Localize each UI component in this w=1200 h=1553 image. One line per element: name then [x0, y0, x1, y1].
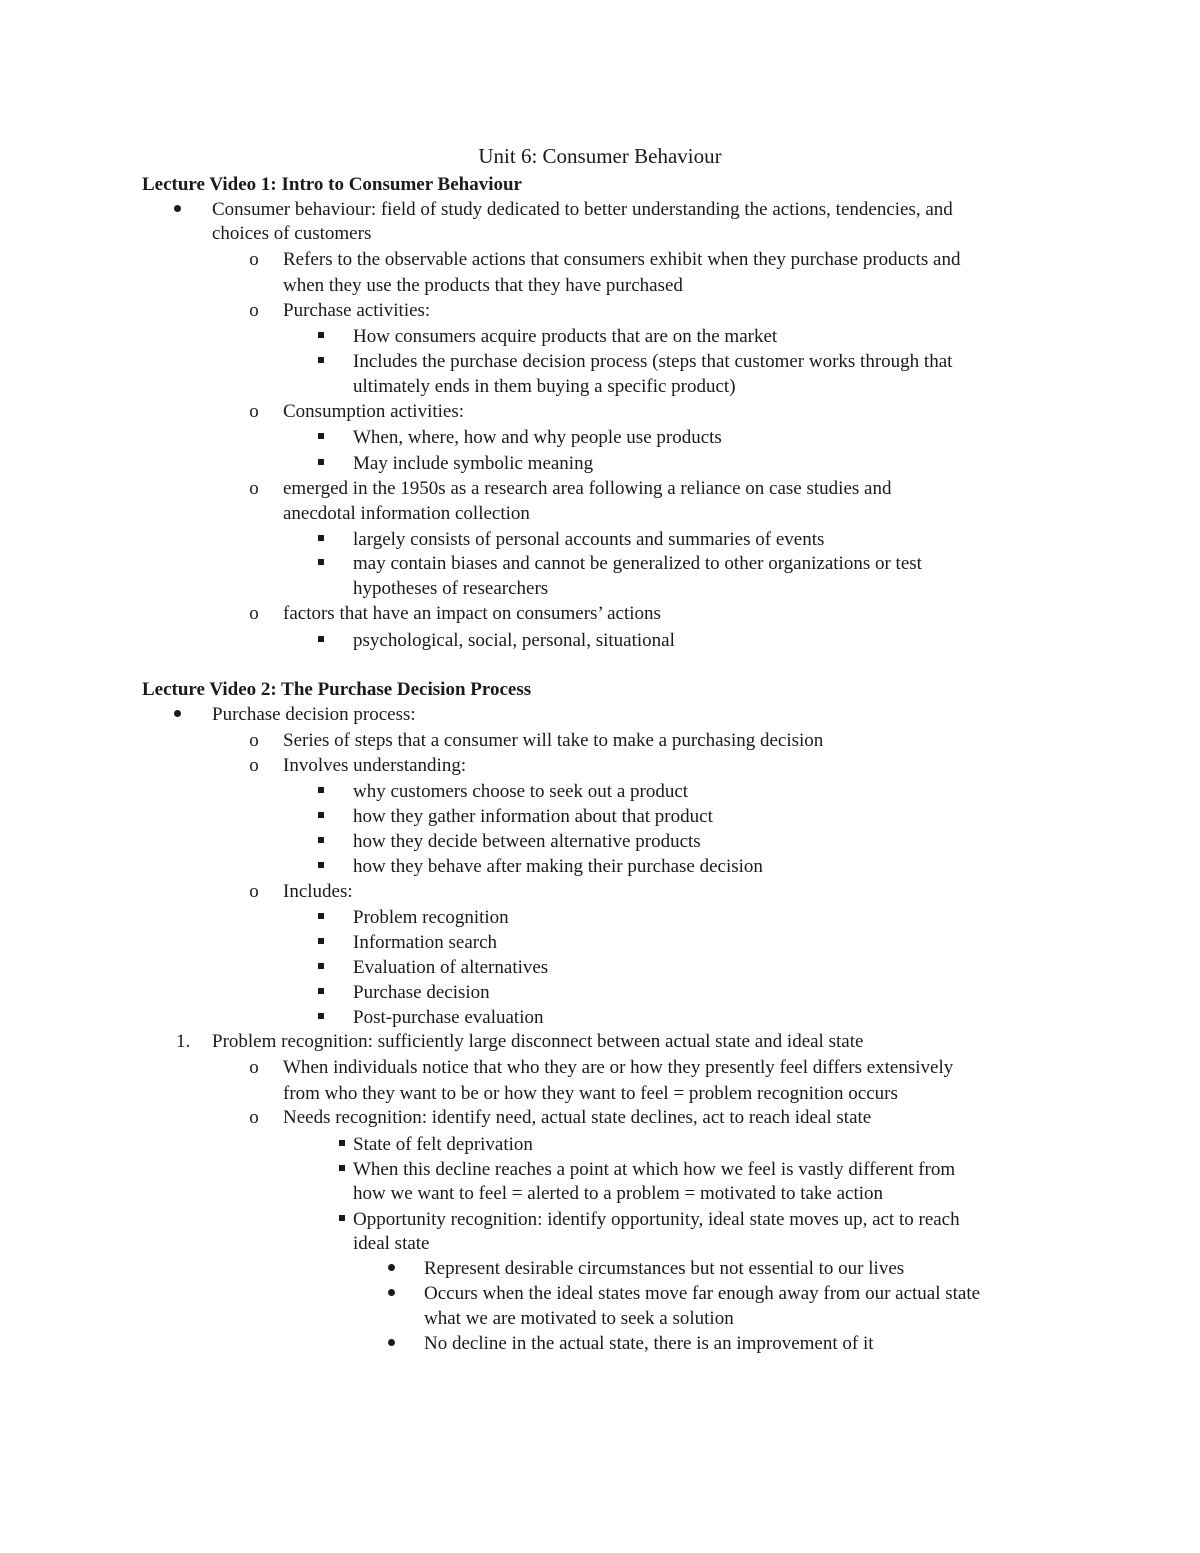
list-item: psychological, social, personal, situational [353, 630, 675, 651]
list-item-continued: from who they want to be or how they want to feel = problem recognition occurs [283, 1083, 898, 1104]
list-item: largely consists of personal accounts and summaries of events [353, 529, 825, 550]
list-item: Information search [353, 932, 498, 953]
list-item-continued: anecdotal information collection [283, 503, 530, 524]
section-heading-2: Lecture Video 2: The Purchase Decision Process [142, 679, 532, 700]
list-item: May include symbolic meaning [353, 453, 594, 474]
list-item: When this decline reaches a point at which how we feel is vastly different from [353, 1159, 956, 1180]
square-bullet-icon [318, 837, 324, 843]
list-item: Opportunity recognition: identify opportunity, ideal state moves up, act to reach [353, 1209, 960, 1230]
square-bullet-icon [318, 332, 324, 338]
list-item: Refers to the observable actions that consumers exhibit when they purchase products and [283, 249, 961, 270]
list-item: When, where, how and why people use products [353, 427, 722, 448]
circle-bullet-icon: o [249, 881, 259, 902]
square-bullet-icon [318, 812, 324, 818]
square-bullet-icon [318, 862, 324, 868]
list-item: When individuals notice that who they are or how they presently feel differs extensively [283, 1057, 954, 1078]
circle-bullet-icon: o [249, 755, 259, 776]
square-bullet-icon [318, 1013, 324, 1019]
square-bullet-icon [318, 938, 324, 944]
bullet-icon [388, 1339, 395, 1346]
square-bullet-icon [339, 1215, 345, 1221]
list-item: Involves understanding: [283, 755, 467, 776]
list-item: how they behave after making their purchase decision [353, 856, 763, 877]
square-bullet-icon [318, 963, 324, 969]
list-item: Evaluation of alternatives [353, 957, 549, 978]
list-item: how they gather information about that product [353, 806, 713, 827]
list-item: Includes the purchase decision process (steps that customer works through that [353, 351, 953, 372]
list-item: Consumer behaviour: field of study dedicated to better understanding the actions, tendencies, and [212, 199, 953, 220]
list-item: No decline in the actual state, there is an improvement of it [424, 1333, 874, 1354]
list-item: factors that have an impact on consumers’ actions [283, 603, 661, 624]
circle-bullet-icon: o [249, 603, 259, 624]
list-item: emerged in the 1950s as a research area following a reliance on case studies and [283, 478, 892, 499]
list-item: State of felt deprivation [353, 1134, 533, 1155]
circle-bullet-icon: o [249, 249, 259, 270]
list-item-continued: when they use the products that they have purchased [283, 275, 683, 296]
list-item-continued: ultimately ends in them buying a specific product) [353, 376, 736, 397]
list-item-continued: ideal state [353, 1233, 430, 1254]
bullet-icon [388, 1264, 395, 1271]
list-item: Occurs when the ideal states move far enough away from our actual state [424, 1283, 981, 1304]
square-bullet-icon [318, 787, 324, 793]
section-heading-1: Lecture Video 1: Intro to Consumer Behaviour [142, 174, 522, 195]
list-item: How consumers acquire products that are on the market [353, 326, 778, 347]
list-item: Represent desirable circumstances but not essential to our lives [424, 1258, 905, 1279]
bullet-icon [174, 710, 181, 717]
circle-bullet-icon: o [249, 1057, 259, 1078]
list-item-continued: choices of customers [212, 223, 372, 244]
list-item: Problem recognition [353, 907, 509, 928]
page-title: Unit 6: Consumer Behaviour [478, 144, 722, 168]
square-bullet-icon [318, 459, 324, 465]
square-bullet-icon [339, 1140, 345, 1146]
circle-bullet-icon: o [249, 730, 259, 751]
list-item: may contain biases and cannot be generalized to other organizations or test [353, 553, 922, 574]
list-item: Post-purchase evaluation [353, 1007, 544, 1028]
circle-bullet-icon: o [249, 300, 259, 321]
square-bullet-icon [318, 433, 324, 439]
square-bullet-icon [318, 357, 324, 363]
square-bullet-icon [318, 988, 324, 994]
list-item: Needs recognition: identify need, actual state declines, act to reach ideal state [283, 1107, 872, 1128]
list-item: Purchase activities: [283, 300, 431, 321]
list-item: Purchase decision process: [212, 704, 416, 725]
square-bullet-icon [318, 913, 324, 919]
list-item-continued: what we are motivated to seek a solution [424, 1308, 734, 1329]
circle-bullet-icon: o [249, 401, 259, 422]
square-bullet-icon [318, 535, 324, 541]
list-item: Consumption activities: [283, 401, 465, 422]
square-bullet-icon [339, 1165, 345, 1171]
list-item: why customers choose to seek out a product [353, 781, 689, 802]
list-item-continued: how we want to feel = alerted to a problem = motivated to take action [353, 1183, 884, 1204]
list-item: Includes: [283, 881, 353, 902]
bullet-icon [388, 1289, 395, 1296]
list-item-continued: hypotheses of researchers [353, 578, 549, 599]
bullet-icon [174, 205, 181, 212]
list-item: Series of steps that a consumer will take to make a purchasing decision [283, 730, 824, 751]
list-item: Purchase decision [353, 982, 490, 1003]
numbered-marker: 1. [176, 1031, 191, 1052]
circle-bullet-icon: o [249, 478, 259, 499]
circle-bullet-icon: o [249, 1107, 259, 1128]
list-item: how they decide between alternative products [353, 831, 701, 852]
numbered-item: Problem recognition: sufficiently large disconnect between actual state and ideal state [212, 1031, 864, 1052]
square-bullet-icon [318, 559, 324, 565]
square-bullet-icon [318, 636, 324, 642]
